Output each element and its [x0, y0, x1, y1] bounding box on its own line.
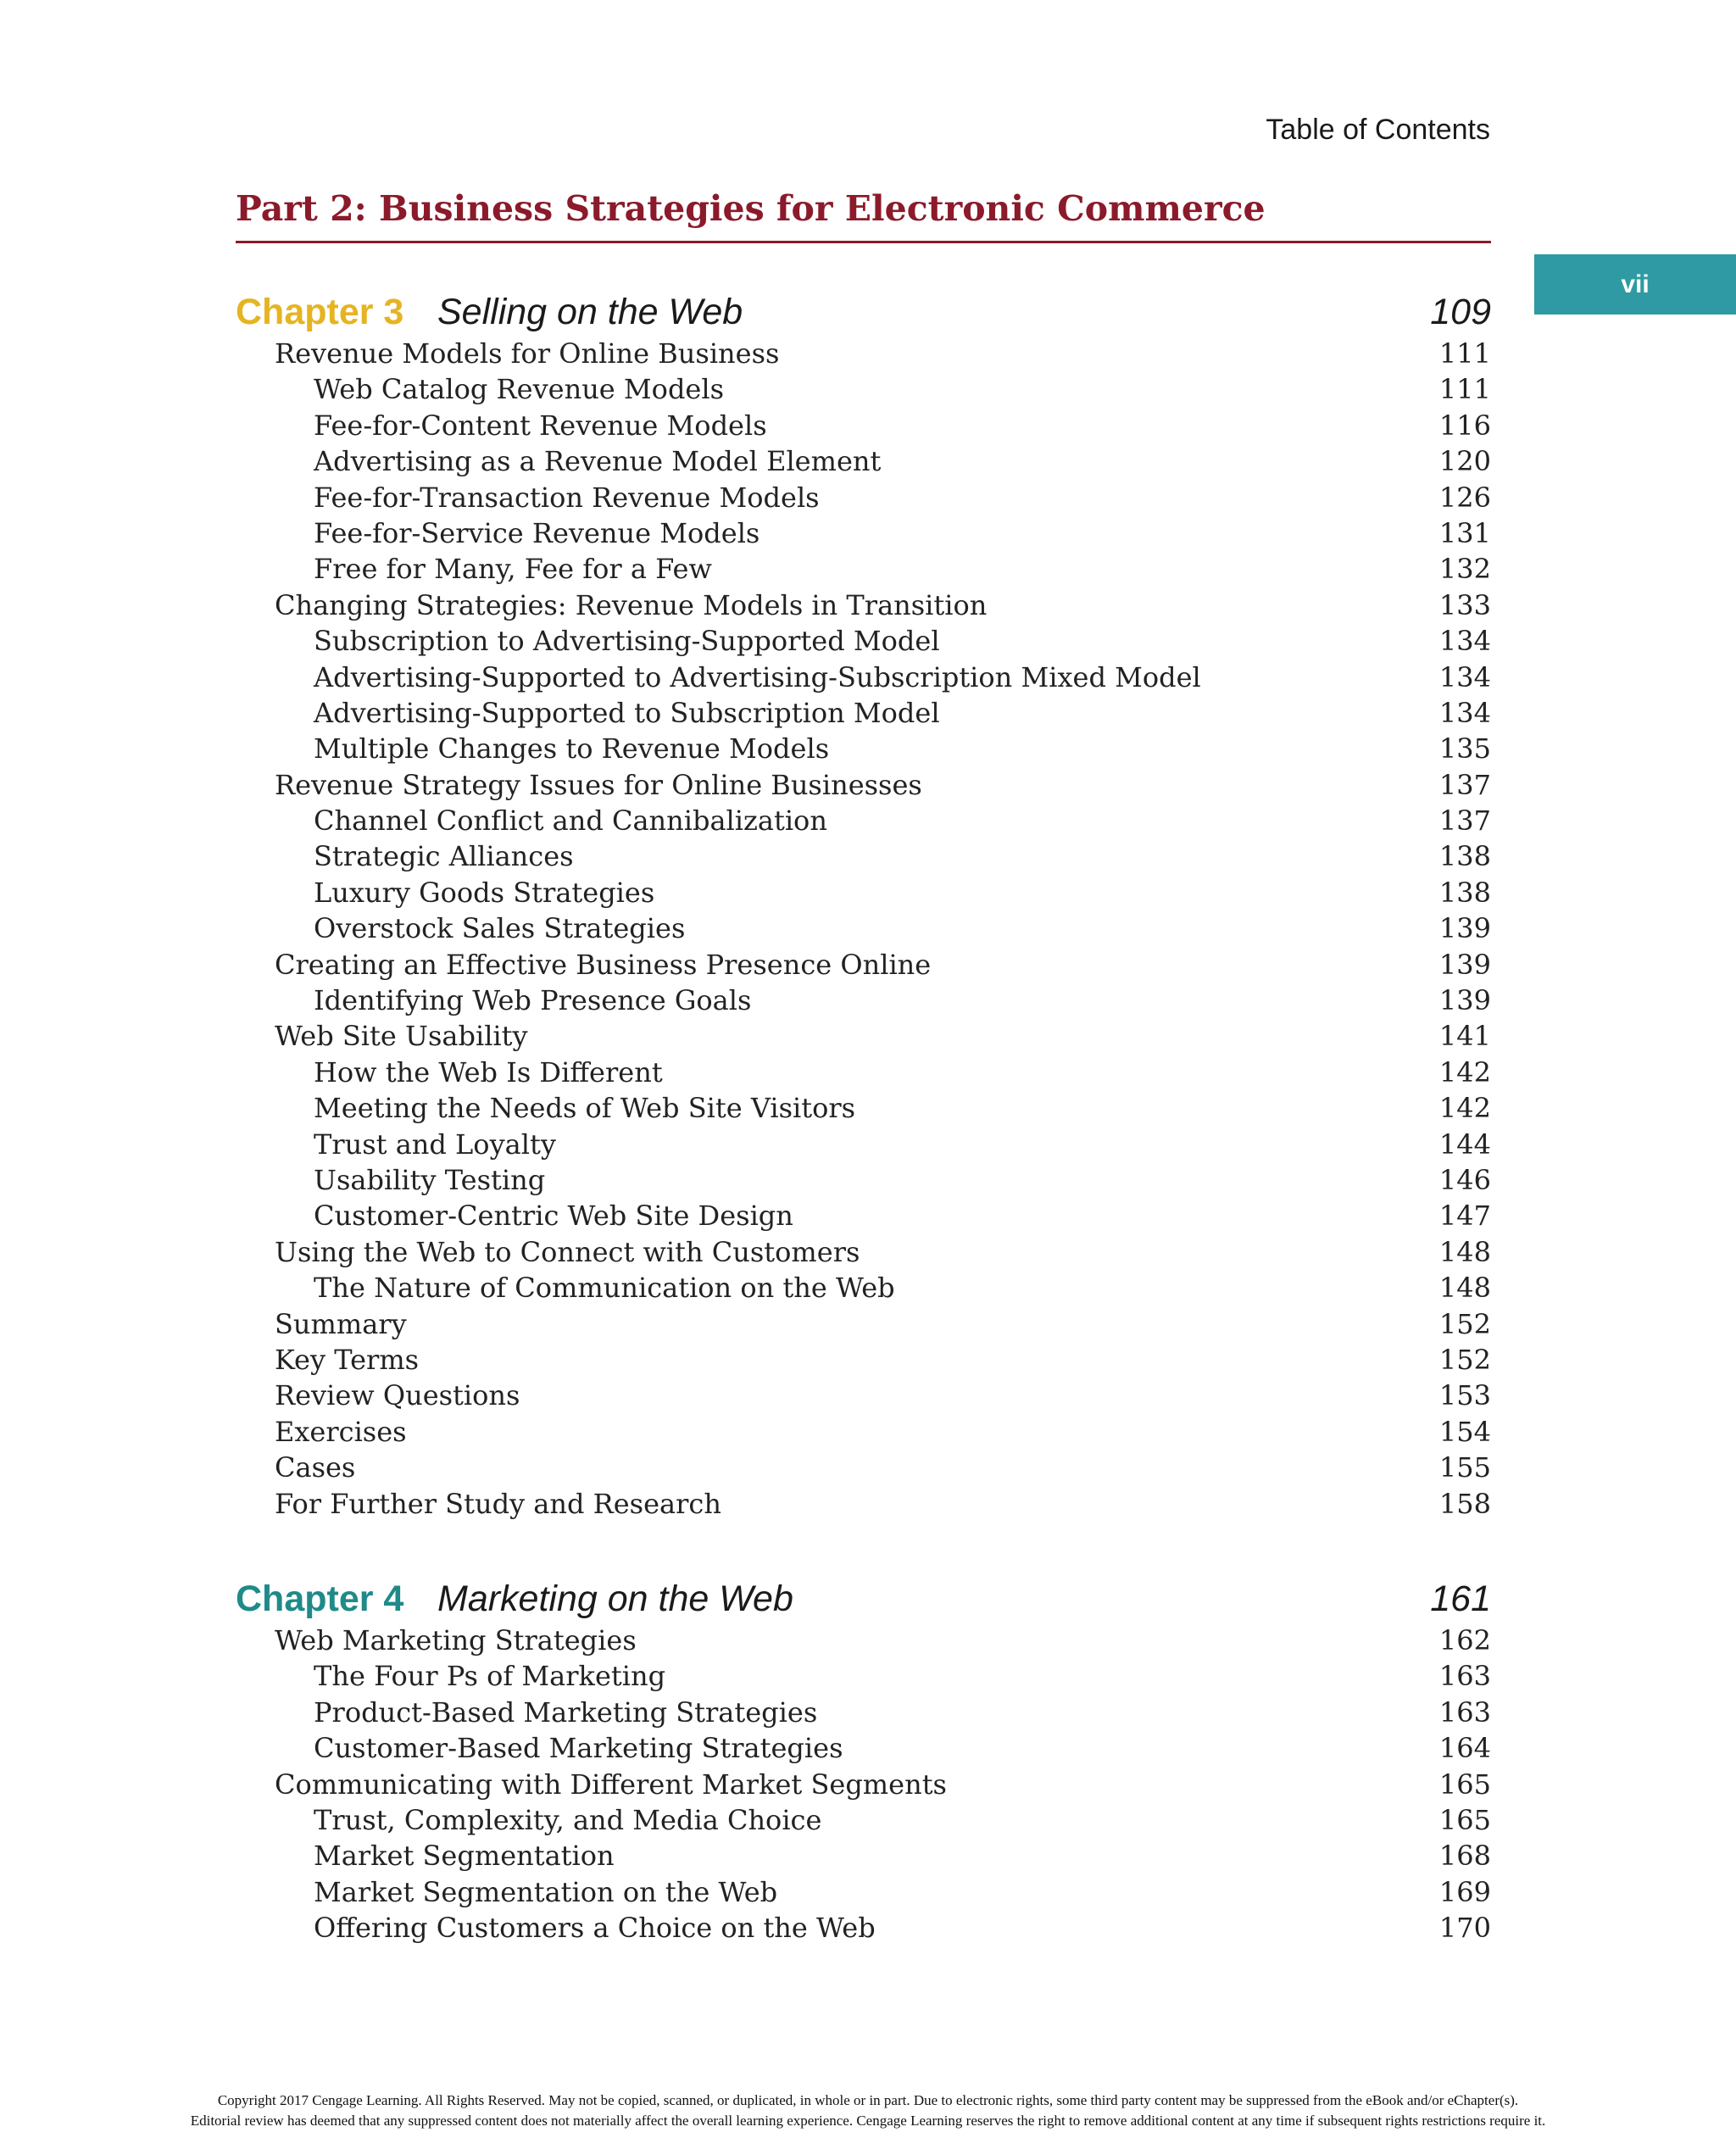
- toc-entry: [236, 1658, 1491, 1694]
- toc-entry-page: 147: [1438, 1200, 1491, 1233]
- part-title-rule: [236, 241, 1491, 243]
- toc-entry-page: 158: [1438, 1487, 1491, 1520]
- toc-entry-title: Trust, Complexity, and Media Choice: [314, 1803, 822, 1836]
- toc-entry: [236, 1198, 1491, 1233]
- toc-entry: [236, 1234, 1491, 1270]
- toc-entry: [236, 336, 1491, 371]
- toc-entry-page: 111: [1438, 337, 1491, 370]
- toc-entry-title: Channel Conflict and Cannibalization: [314, 804, 827, 838]
- toc-entry-title: Advertising-Supported to Advertising-Subscription Mixed Model: [314, 660, 1201, 693]
- toc-entry-page: 153: [1438, 1379, 1491, 1412]
- copyright-line-1: Copyright 2017 Cengage Learning. All Rights Reserved. May not be copied, scanned, or duplicated, in whole or in part. Due to electronic rights, some third party content may be suppressed from the eBook and/or eChapter(s).: [217, 2092, 1519, 2108]
- toc-entry-title: Overstock Sales Strategies: [314, 912, 686, 945]
- toc-entry-page: 139: [1438, 984, 1491, 1017]
- toc-entry: [236, 587, 1491, 623]
- toc-entry-title: Market Segmentation: [314, 1840, 615, 1873]
- toc-entry: [236, 480, 1491, 515]
- toc-entry: [236, 1730, 1491, 1766]
- toc-entry-title: Identifying Web Presence Goals: [314, 984, 752, 1017]
- toc-entry: [236, 803, 1491, 838]
- toc-entry: [236, 767, 1491, 803]
- toc-entry-title: Customer-Centric Web Site Design: [314, 1200, 793, 1233]
- toc-entry-page: 142: [1438, 1055, 1491, 1088]
- toc-entry: [236, 660, 1491, 695]
- toc-entry-page: 141: [1438, 1020, 1491, 1053]
- toc-entry: [236, 1378, 1491, 1413]
- chapter-title: Selling on the Web: [437, 292, 743, 332]
- copyright-footer: [0, 2091, 1736, 2131]
- toc-entry-title: Web Marketing Strategies: [275, 1624, 637, 1656]
- toc-entry-page: 134: [1438, 625, 1491, 658]
- toc-entry-title: Review Questions: [275, 1379, 520, 1412]
- toc-entry-page: 168: [1438, 1840, 1491, 1873]
- toc-entry-page: 154: [1438, 1415, 1491, 1448]
- toc-entry-page: 134: [1438, 696, 1491, 729]
- toc-entry-title: Creating an Effective Business Presence Online: [275, 948, 932, 981]
- toc-entry-page: 133: [1438, 588, 1491, 621]
- toc-entry-page: 131: [1438, 516, 1491, 549]
- toc-entry-page: 126: [1438, 481, 1491, 514]
- toc-entry: [236, 408, 1491, 443]
- toc-entry-title: Product-Based Marketing Strategies: [314, 1695, 818, 1729]
- toc-entry-page: 163: [1438, 1695, 1491, 1729]
- chapter-heading: [236, 1578, 1491, 1623]
- toc-entry-page: 120: [1438, 445, 1491, 478]
- toc-entry-title: Meeting the Needs of Web Site Visitors: [314, 1092, 856, 1125]
- chapter-heading: [236, 292, 1491, 336]
- toc-entry: [236, 1342, 1491, 1378]
- toc-entry: [236, 623, 1491, 659]
- toc-entry-page: 138: [1438, 840, 1491, 873]
- toc-entry-title: Web Catalog Revenue Models: [314, 373, 725, 406]
- toc-entry: [236, 1802, 1491, 1838]
- toc-entry: [236, 910, 1491, 946]
- toc-entry-page: 163: [1438, 1660, 1491, 1693]
- toc-entry-page: 138: [1438, 876, 1491, 909]
- toc-entry: [236, 1162, 1491, 1198]
- toc-entry-title: Market Segmentation on the Web: [314, 1875, 778, 1908]
- toc-entry: [236, 947, 1491, 983]
- toc-entry-title: Cases: [275, 1451, 356, 1484]
- toc-entry: [236, 1090, 1491, 1126]
- chapter-page: 109: [1430, 292, 1491, 332]
- toc-entry: [236, 1055, 1491, 1090]
- toc-entry: [236, 1127, 1491, 1162]
- toc-entry: [236, 1450, 1491, 1485]
- toc-entry: [236, 838, 1491, 874]
- toc-entry-page: 132: [1438, 553, 1491, 586]
- toc-entry-title: Using the Web to Connect with Customers: [275, 1235, 860, 1268]
- toc-entry-page: 170: [1438, 1912, 1491, 1945]
- copyright-line-2: Editorial review has deemed that any suppressed content does not materially affect the overall learning experience. Cengage Learning reserves the right to remove additional content at any time if subsequent rights restrictions require it.: [190, 2113, 1546, 2129]
- toc-entry: [236, 371, 1491, 407]
- toc-entry-title: Subscription to Advertising-Supported Model: [314, 625, 940, 658]
- chapter-4-section: [236, 1578, 1491, 1946]
- toc-entry-page: 144: [1438, 1127, 1491, 1161]
- toc-entry-page: 139: [1438, 948, 1491, 981]
- toc-entry-title: The Four Ps of Marketing: [314, 1660, 666, 1693]
- toc-entry-title: Revenue Models for Online Business: [275, 337, 780, 370]
- toc-entry-page: 111: [1438, 373, 1491, 406]
- toc-entry-title: Changing Strategies: Revenue Models in Transition: [275, 588, 988, 621]
- toc-entry-title: Multiple Changes to Revenue Models: [314, 732, 830, 766]
- toc-entry-page: 135: [1438, 732, 1491, 766]
- toc-entry-page: 162: [1438, 1624, 1491, 1656]
- toc-entry-title: Fee-for-Service Revenue Models: [314, 516, 760, 549]
- chapter-label: Chapter 3: [236, 292, 404, 332]
- toc-entry-page: 169: [1438, 1875, 1491, 1908]
- toc-entry-title: Strategic Alliances: [314, 840, 574, 873]
- toc-entry: [236, 1623, 1491, 1658]
- toc-entry-title: Web Site Usability: [275, 1020, 528, 1053]
- toc-entry-title: How the Web Is Different: [314, 1055, 663, 1088]
- toc-entry-page: 155: [1438, 1451, 1491, 1484]
- toc-entry-page: 165: [1438, 1803, 1491, 1836]
- toc-entry-title: The Nature of Communication on the Web: [314, 1272, 895, 1305]
- toc-entry-title: Communicating with Different Market Segments: [275, 1768, 947, 1801]
- toc-entry-title: Exercises: [275, 1415, 407, 1448]
- chapter-title: Marketing on the Web: [437, 1578, 793, 1619]
- toc-entry: [236, 1270, 1491, 1306]
- toc-entry-title: Key Terms: [275, 1343, 420, 1376]
- toc-entry-title: Advertising-Supported to Subscription Model: [314, 696, 940, 729]
- toc-entry-page: 137: [1438, 804, 1491, 838]
- toc-entry-title: Fee-for-Transaction Revenue Models: [314, 481, 820, 514]
- toc-entry-page: 137: [1438, 768, 1491, 801]
- toc-entry-title: Fee-for-Content Revenue Models: [314, 409, 767, 442]
- toc-entry: [236, 1306, 1491, 1342]
- toc-entry-title: Trust and Loyalty: [314, 1127, 556, 1161]
- toc-entry: [236, 443, 1491, 479]
- toc-entry: [236, 1767, 1491, 1802]
- toc-entry-title: Usability Testing: [314, 1163, 546, 1196]
- toc-entry-page: 152: [1438, 1343, 1491, 1376]
- toc-entry: [236, 1838, 1491, 1873]
- toc-entry-title: Advertising as a Revenue Model Element: [314, 445, 882, 478]
- toc-entry-list: [236, 1623, 1491, 1946]
- toc-entry: [236, 695, 1491, 731]
- toc-entry: [236, 1910, 1491, 1946]
- toc-entry: [236, 1414, 1491, 1450]
- chapter-3-section: [236, 292, 1491, 1522]
- toc-entry-page: 139: [1438, 912, 1491, 945]
- toc-entry: [236, 731, 1491, 766]
- toc-entry: [236, 515, 1491, 551]
- toc-entry-list: [236, 336, 1491, 1522]
- toc-entry-title: Offering Customers a Choice on the Web: [314, 1912, 876, 1945]
- chapter-label: Chapter 4: [236, 1578, 404, 1619]
- toc-entry: [236, 1486, 1491, 1522]
- toc-entry-title: Summary: [275, 1307, 407, 1340]
- toc-entry-page: 164: [1438, 1732, 1491, 1765]
- page-number-tab: vii: [1534, 254, 1736, 315]
- toc-entry-page: 116: [1438, 409, 1491, 442]
- toc-entry-page: 165: [1438, 1768, 1491, 1801]
- toc-entry-page: 152: [1438, 1307, 1491, 1340]
- toc-entry: [236, 1695, 1491, 1730]
- toc-entry: [236, 1018, 1491, 1054]
- toc-entry-page: 146: [1438, 1163, 1491, 1196]
- toc-entry-page: 148: [1438, 1235, 1491, 1268]
- toc-entry-page: 148: [1438, 1272, 1491, 1305]
- toc-entry-title: For Further Study and Research: [275, 1487, 721, 1520]
- toc-entry: [236, 1874, 1491, 1910]
- toc-entry: [236, 983, 1491, 1018]
- toc-entry-page: 142: [1438, 1092, 1491, 1125]
- chapter-page: 161: [1430, 1578, 1491, 1619]
- part-title: Part 2: Business Strategies for Electronic Commerce: [236, 188, 1266, 229]
- toc-entry-title: Customer-Based Marketing Strategies: [314, 1732, 843, 1765]
- toc-entry-title: Luxury Goods Strategies: [314, 876, 655, 909]
- toc-entry: [236, 551, 1491, 587]
- toc-entry-title: Free for Many, Fee for a Few: [314, 553, 712, 586]
- running-head: Table of Contents: [1266, 114, 1490, 146]
- toc-entry: [236, 875, 1491, 910]
- toc-entry-page: 134: [1438, 660, 1491, 693]
- toc-entry-title: Revenue Strategy Issues for Online Businesses: [275, 768, 922, 801]
